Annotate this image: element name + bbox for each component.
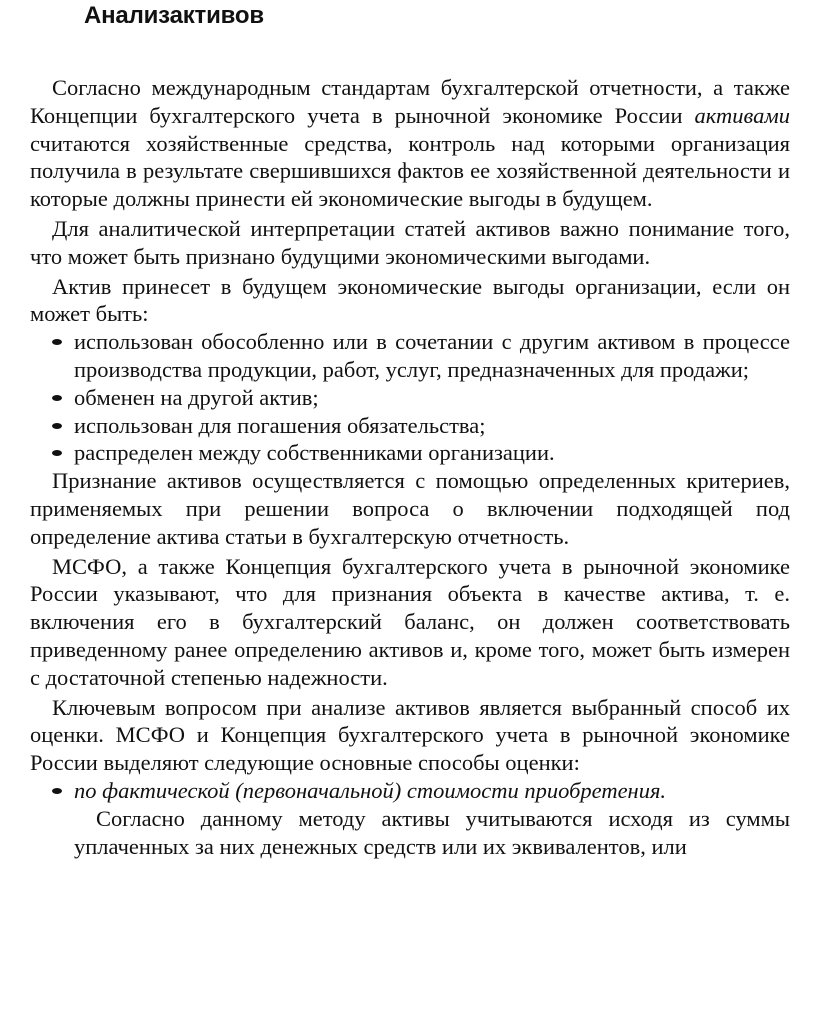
paragraph-valuation: Ключевым вопросом при анализе активов является выбранный способ их оценки. МСФО и Концепция бухгалтерского учета в рыночной экономике России выделяют следующие основные способы оценки: <box>30 694 790 776</box>
valuation-methods-list <box>30 777 790 805</box>
paragraph-recognition: Признание активов осуществляется с помощью определенных критериев, применяемых при решении вопроса о включении подходящей под определение актива статьи в бухгалтерскую отчетность. <box>30 468 790 549</box>
paragraph-historical-cost: Согласно данному методу активы учитываются исходя из суммы уплаченных за них денежных средств или их эквивалентов, или <box>74 805 790 859</box>
list-item: распределен между собственниками организации. <box>74 439 790 467</box>
benefits-list <box>30 328 790 467</box>
emphasis-term: активами <box>694 102 790 128</box>
bullet-icon <box>52 395 62 401</box>
bullet-icon <box>52 450 62 456</box>
bullet-icon <box>52 339 62 345</box>
document-body <box>30 74 790 860</box>
paragraph-ifrs: МСФО, а также Концепция бухгалтерского учета в рыночной экономике России указывают, что для признания объекта в качестве актива, т. е. включения его в бухгалтерский баланс, он должен соответствовать приведенному ранее определению активов и, кроме того, может быть измерен с достаточной степенью надежности. <box>30 553 790 690</box>
paragraph-benefits-intro: Актив принесет в будущем экономические выгоды организации, если он может быть: <box>30 273 790 327</box>
paragraph-interpretation: Для аналитической интерпретации статей активов важно понимание того, что может быть признано будущими экономическими выгодами. <box>30 215 790 269</box>
bullet-icon <box>52 423 62 429</box>
list-item: обменен на другой актив; <box>74 384 790 412</box>
paragraph-assets-definition: Согласно международным стандартам бухгалтерской отчетности, а также Концепции бухгалтерского учета в рыночной экономике России активами считаются хозяйственные средства, контроль над которыми организация получила в результате свершившихся фактов ее хозяйственной деятельности и которые должны принести ей экономические выгоды в будущем. <box>30 75 790 212</box>
list-item: по фактической (первоначальной) стоимости приобретения. <box>74 777 790 805</box>
list-item: использован для погашения обязательства; <box>74 412 790 440</box>
bullet-icon <box>52 788 62 794</box>
page-title: Анализактивов <box>84 2 264 29</box>
list-item: использован обособленно или в сочетании с другим активом в процессе производства продукции, работ, услуг, предназначенных для продажи; <box>74 328 790 384</box>
